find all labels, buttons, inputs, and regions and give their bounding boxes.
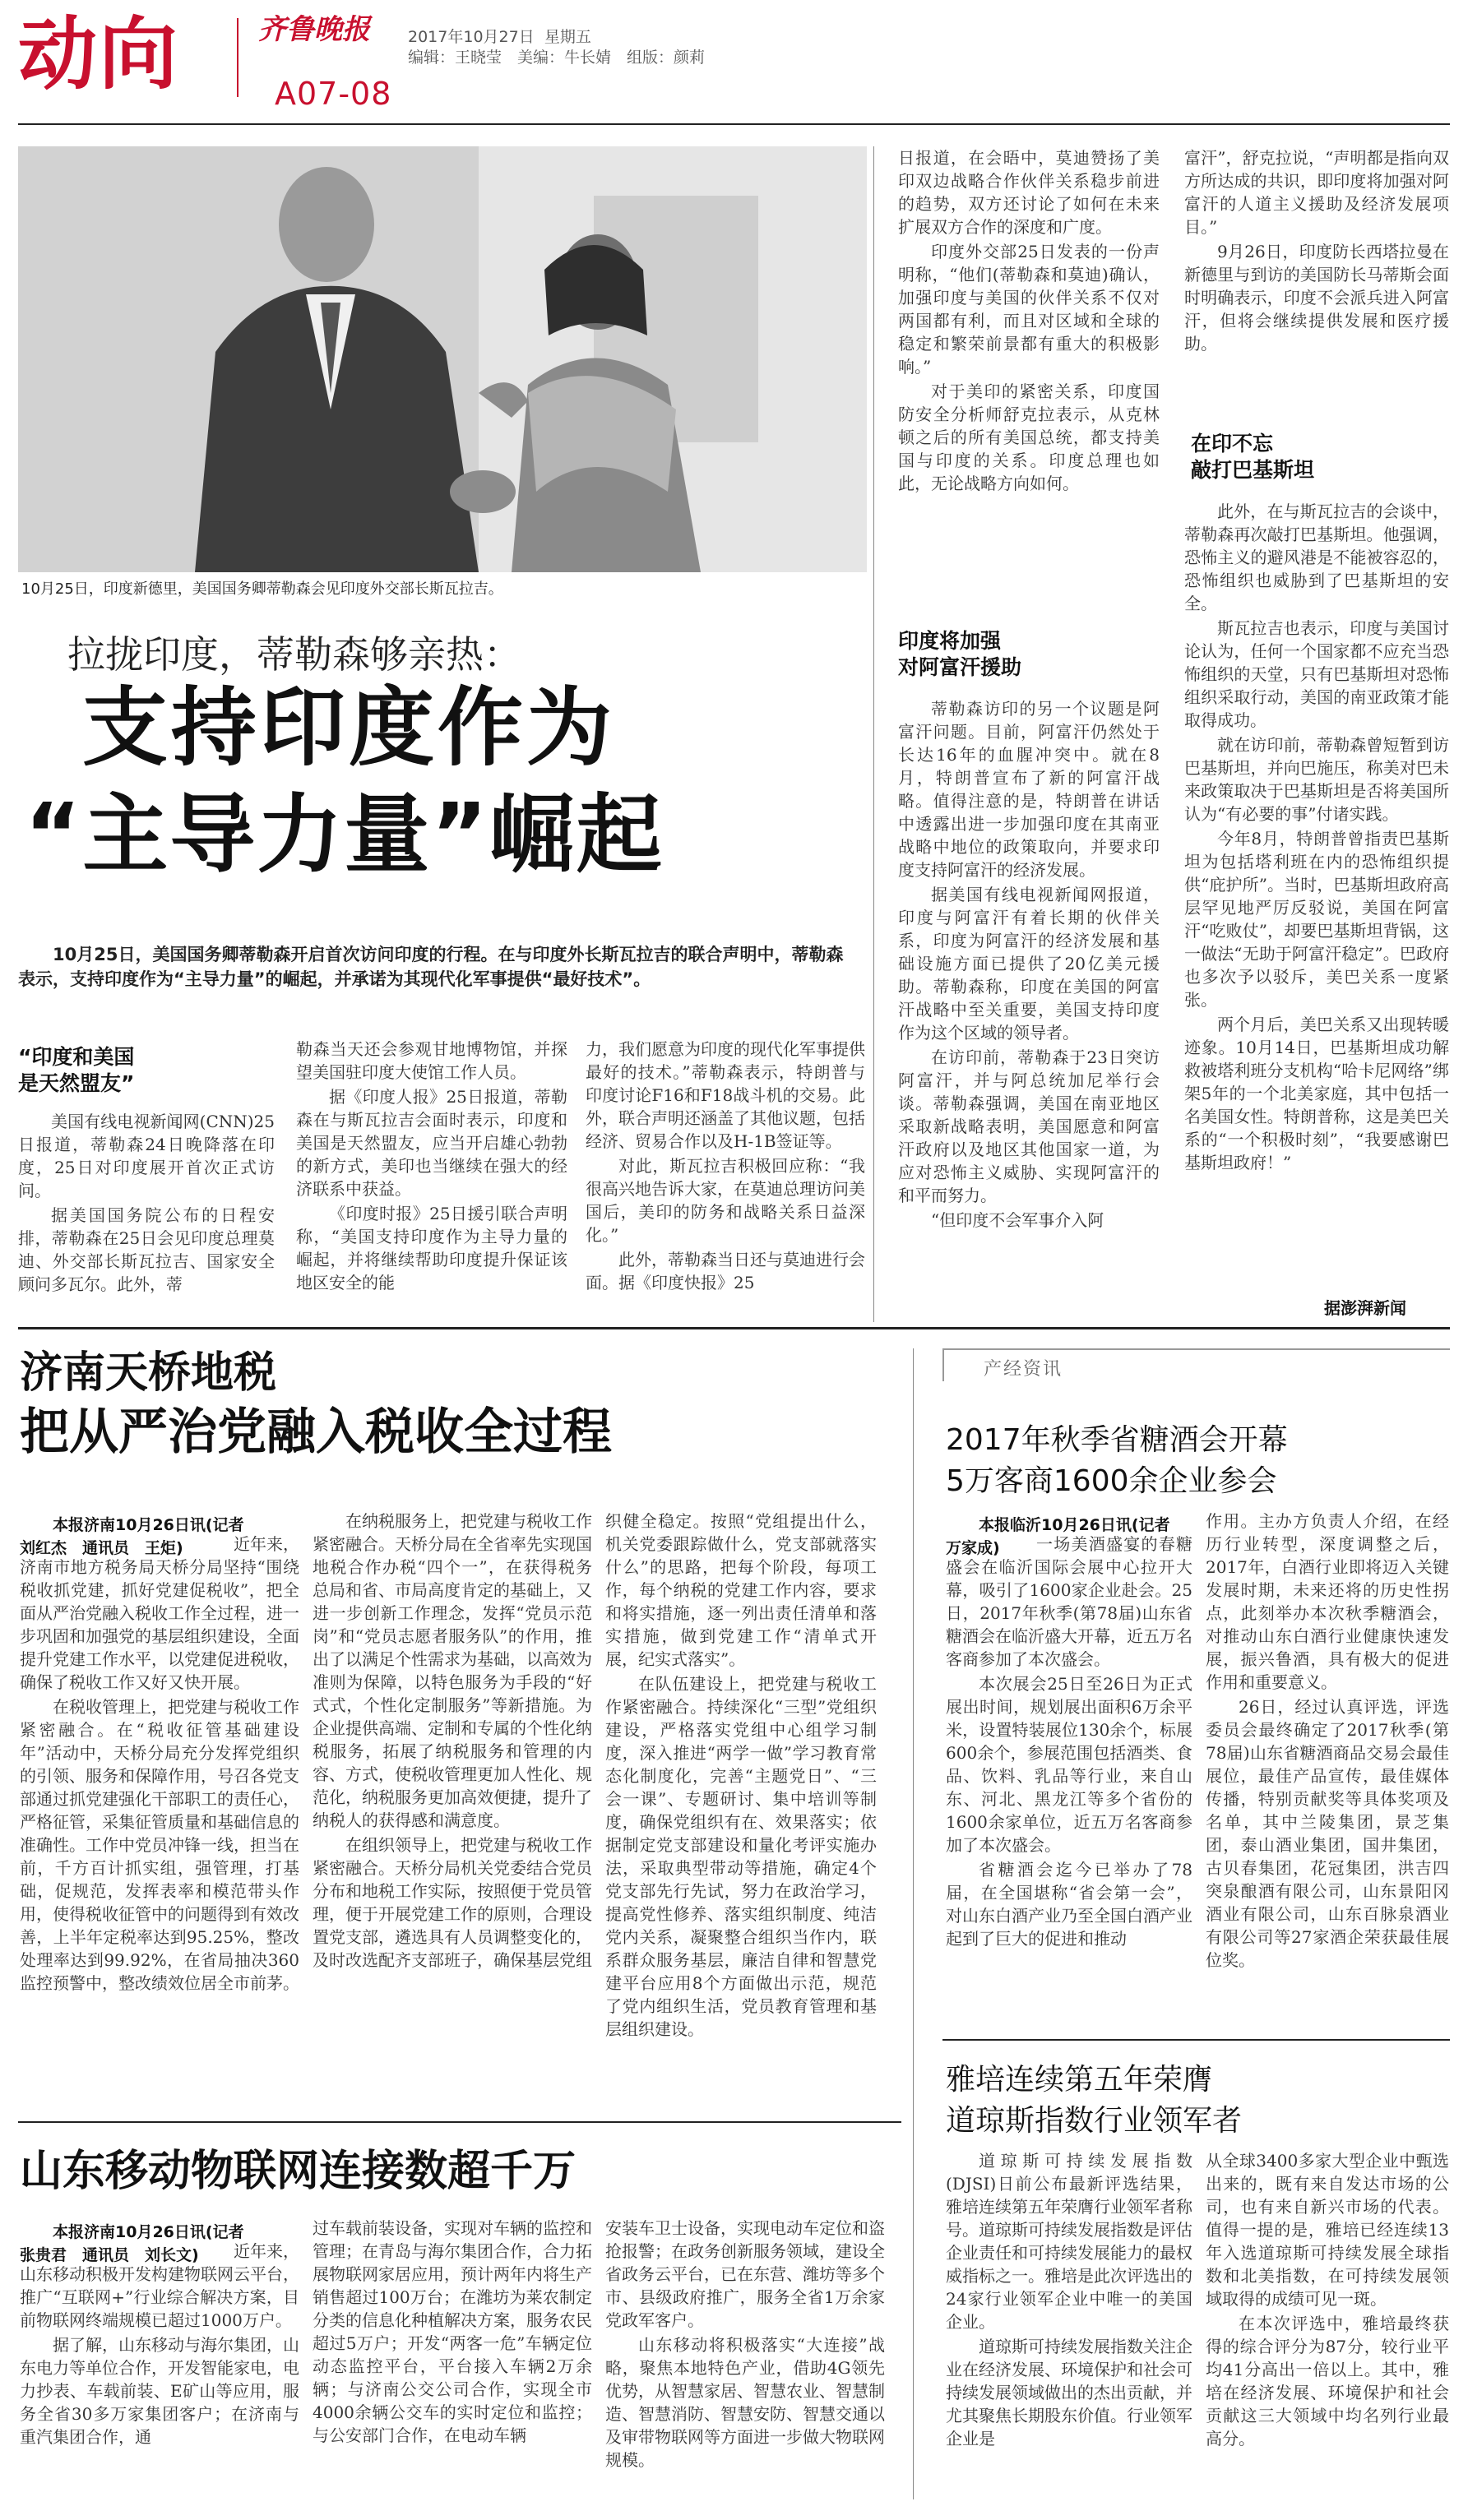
story4-byline: 万家成) bbox=[946, 1539, 1000, 1557]
photo-caption: 10月25日，印度新德里，美国国务卿蒂勒森会见印度外交部长斯瓦拉吉。 bbox=[21, 580, 503, 598]
masthead-rule bbox=[18, 123, 1450, 125]
paragraph: 过车载前装设备，实现对车辆的监控和管理；在青岛与海尔集团合作，合力拓展物联网家居应用，预计两年内将生产销售超过100万台；在潍坊为莱农制定分类的信息化种植解决方案，服务农民超过5万户；开发“两客一危”车辆定位动态监控平台，平台接入车辆2万余辆；与济南公交公司合作，实现全市4000余辆公交车的实时定位和监控；与公安部门合作，在电动车辆 bbox=[313, 2218, 592, 2445]
story2-column-1 bbox=[20, 1533, 299, 2108]
story4-headline-line2: 5万客商1600余企业参会 bbox=[946, 1464, 1277, 1498]
story1-bottom-rule bbox=[18, 1327, 1450, 1329]
paragraph: 道琼斯可持续发展指数(DJSI)日前公布最新评选结果，雅培连续第五年荣膺行业领军者称号。道琼斯可持续发展指数是评估企业责任和可持续发展能力的最权威指标之一。雅培是此次评选出的24家行业领军企业中唯一的美国企业。 bbox=[946, 2151, 1192, 2332]
main-headline-line2: “主导力量”崛起 bbox=[25, 784, 664, 885]
paragraph: 在访印前，蒂勒森于23日突访阿富汗，并与阿总统加尼举行会谈。蒂勒森强调，美国在南亚地区采取新战略表明，美国愿意和阿富汗政府以及地区其他国家一道，为应对恐怖主义威胁、实现阿富汗的和平而努力。 bbox=[898, 1047, 1160, 1205]
paragraph: 在本次评选中，雅培最终获得的综合评分为87分，较行业平均41分高出一倍以上。其中，雅培在经济发展、环境保护和社会贡献这三大领域中均名列行业最高分。 bbox=[1206, 2314, 1449, 2448]
paragraph: 据了解，山东移动与海尔集团，山东电力等单位合作，开发智能家电，电力抄表、车载前装、E矿山等应用，服务全省30多万家集团客户；在济南与重汽集团合作，通 bbox=[20, 2335, 299, 2447]
subhead-pakistan: 在印不忘 敲打巴基斯坦 bbox=[1191, 432, 1315, 482]
paragraph: 山东移动将积极落实“大连接”战略，聚焦本地特色产业，借助4G领先优势，从智慧家居、智慧农业、智慧制造、智慧消防、智慧安防、智慧交通以及审带物联网等方面进一步做大物联网规模。 bbox=[605, 2335, 885, 2470]
paragraph: 本次展会25日至26日为正式展出时间，规划展出面积6万余平米，设置特装展位130余个，标展600余个，参展范围包括酒类、食品、饮料、乳品等行业，来自山东、河北、黑龙江等多个省份的1600余家单位，近五万名客商参加了本次盛会。 bbox=[946, 1674, 1192, 1855]
story2-headline-line2: 把从严治党融入税收全过程 bbox=[20, 1403, 612, 1461]
section-title: 动向 bbox=[18, 8, 179, 100]
paragraph: “但印度不会军事介入阿 bbox=[931, 1210, 1104, 1230]
story2-headline-line1: 济南天桥地税 bbox=[20, 1348, 277, 1398]
story2-column-3 bbox=[605, 1510, 877, 2110]
story1-column-6a bbox=[1184, 146, 1449, 418]
paragraph: 对于美印的紧密关系，印度国防安全分析师舒克拉表示，从克林顿之后的所有美国总统，都支持美国与印度的关系。印度总理也如此，无论战略方向如何。 bbox=[898, 381, 1160, 493]
paragraph: 日报道，在会晤中，莫迪赞扬了美印双边战略合作伙伴关系稳步前进的趋势，双方还讨论了如何在未来扩展双方合作的深度和广度。 bbox=[898, 148, 1160, 237]
paragraph: 在队伍建设上，把党建与税收工作紧密融合。持续深化“三型”党组织建设，严格落实党组中心组学习制度，深入推进“两学一做”学习教育常态化制度化，完善“主题党日”、“三会一课”、专题研讨、集中培训等制度，确保党组织有在、效果落实；依据制定党支部建设和量化考评实施办法，采取典型带动等措施，确定4个党支部先行先试，努力在政治学习，提高党性修养、落实组织制度、纯洁党内关系，凝聚整合组织当作内，联系群众服务基层，廉洁自律和智慧党建平台应用8个方面做出示范，规范了党内组织生活，党员教育管理和基层组织建设。 bbox=[605, 1674, 877, 2039]
page-number: A07-08 bbox=[275, 76, 392, 112]
paragraph: 对此，斯瓦拉吉积极回应称：“我很高兴地告诉大家，在莫迪总理访问美国后，美印的防务和战略关系日益深化。” bbox=[586, 1156, 865, 1245]
story5-column-1 bbox=[946, 2149, 1192, 2511]
paragraph: 此外，蒂勒森当日还与莫迪进行会面。据《印度快报》25 bbox=[586, 1250, 865, 1292]
story3-headline: 山东移动物联网连接数超千万 bbox=[20, 2147, 577, 2196]
paragraph: 26日，经过认真评选，评选委员会最终确定了2017秋季(第78届)山东省糖酒商品交易会最佳展位，最佳产品宣传，最佳媒体传播，特别贡献奖等具体奖项及名单，其中兰陵集团，景芝集团，泰山酒业集团，国井集团，古贝春集团，花冠集团，洪吉四突泉酿酒有限公司，山东景阳冈酒业有限公司，山东百脉泉酒业有限公司等27家酒企荣获最佳展位奖。 bbox=[1206, 1697, 1449, 1970]
paragraph: 从全球3400多家大型企业中甄选出来的，既有来自发达市场的公司，也有来自新兴市场的代表。值得一提的是，雅培已经连续13年入选道琼斯可持续发展全球指数和北美指数，在可持续发展领域取得的成绩可见一斑。 bbox=[1206, 2151, 1449, 2309]
story1-column-1 bbox=[18, 1110, 275, 1311]
story4-dateline: 本报临沂10月26日讯(记者 bbox=[979, 1516, 1170, 1534]
masthead-divider bbox=[237, 18, 238, 97]
paragraph: 富汗”，舒克拉说，“声明都是指向双方所达成的共识，即印度将加强对阿富汗的人道主义援助及经济发展项目。” bbox=[1184, 148, 1449, 237]
photo-illustration bbox=[18, 146, 867, 572]
story1-column-2 bbox=[296, 1038, 567, 1311]
editor-credits: 编辑：王晓莹 美编：牛长婧 组版：颜莉 bbox=[408, 49, 706, 67]
story3-byline: 张贵君 通讯员 刘长文) bbox=[20, 2246, 199, 2264]
tag-box bbox=[942, 1348, 1450, 1381]
story4-column-2 bbox=[1206, 1510, 1449, 1993]
story4-column-1 bbox=[946, 1533, 1192, 1993]
paragraph: 织健全稳定。按照“党组提出什么，机关党委跟踪做什么，党支部就落实什么”的思路，把每个阶段，每项工作，每个纳税的党建工作内容，要求和将实措施，逐一列出责任清单和落实措施，做到党建工作“清单式开展，纪实式落实”。 bbox=[605, 1511, 877, 1669]
story5-headline-line2: 道琼斯指数行业领军者 bbox=[946, 2104, 1243, 2138]
paragraph: 就在访印前，蒂勒森曾短暂到访巴基斯坦，并向巴施压，称美对巴未来政策取决于巴基斯坦是否将美国所认为“有必要的事”付诸实践。 bbox=[1184, 735, 1449, 824]
paragraph: 作用。主办方负责人介绍，在经历行业转型，深度调整之后，2017年，白酒行业即将迈入关键发展时期，未来还将的历史性拐点，此刻举办本次秋季糖酒会，对推动山东白酒行业健康快速发展，振兴鲁酒，具有极大的促进作用和重要意义。 bbox=[1206, 1511, 1449, 1692]
story3-column-1 bbox=[20, 2240, 299, 2511]
paragraph: 蒂勒森访印的另一个议题是阿富汗问题。目前，阿富汗仍然处于长达16年的血腥冲突中。就在8月，特朗普宣布了新的阿富汗战略。值得注意的是，特朗普在讲话中透露出进一步加强印度在其南亚战略中地位的政策取向，并要求印度支持阿富汗的经济发展。 bbox=[898, 699, 1160, 880]
news-photo bbox=[18, 146, 867, 572]
source-credit: 据澎湃新闻 bbox=[1324, 1298, 1406, 1318]
story1-column-5 bbox=[898, 697, 1160, 1322]
story4-headline-line1: 2017年秋季省糖酒会开幕 bbox=[946, 1423, 1288, 1457]
tag-label: 产经资讯 bbox=[984, 1359, 1063, 1380]
paragraph: 安装车卫士设备，实现电动车定位和盗抢报警；在政务创新服务领域，建设全省政务云平台，已在东营、潍坊等多个市、县级政府推广，服务全省1万余家党政军客户。 bbox=[605, 2218, 885, 2330]
paper-logo: 齐鲁晚报 bbox=[258, 13, 370, 46]
story3-dateline: 本报济南10月26日讯(记者 bbox=[53, 2223, 244, 2241]
paragraph: 斯瓦拉吉也表示，印度与美国讨论认为，任何一个国家都不应充当恐怖组织的天堂，只有巴基斯坦对恐怖组织采取行动，美国的南亚政策才能取得成功。 bbox=[1184, 618, 1449, 730]
story3-column-2 bbox=[313, 2217, 592, 2513]
paragraph: 近年来，济南市地方税务局天桥分局坚持“围绕税收抓党建，抓好党建促税收”，把全面从严治党融入税收工作全过程，进一步巩固和加强党的基层组织建设，全面提升党建工作水平，以党建促进税收，确保了税收工作又好又快开展。 bbox=[20, 1534, 299, 1692]
story3-column-3 bbox=[605, 2217, 885, 2513]
story1-column-4 bbox=[898, 146, 1160, 613]
subhead-afghanistan: 印度将加强 对阿富汗援助 bbox=[898, 629, 1022, 679]
paragraph: 印度外交部25日发表的一份声明称，“他们(蒂勒森和莫迪)确认，加强印度与美国的伙伴关系不仅对两国都有利，而且对区域和全球的稳定和繁荣前景都有重大的积极影响。” bbox=[898, 242, 1160, 377]
story2-column-2 bbox=[313, 1510, 592, 2110]
paragraph: 此外，在与斯瓦拉吉的会谈中，蒂勒森再次敲打巴基斯坦。他强调，恐怖主义的避风港是不能被容忍的，恐怖组织也威胁到了巴基斯坦的安全。 bbox=[1184, 502, 1449, 613]
paragraph: 道琼斯可持续发展指数关注企业在经济发展、环境保护和社会可持续发展领域做出的杰出贡献，并尤其聚焦长期股东价值。行业领军企业是 bbox=[946, 2337, 1192, 2448]
paragraph: 在税收管理上，把党建与税收工作紧密融合。在“税收征管基础建设年”活动中，天桥分局充分发挥党组织的引领、服务和保障作用，号召各党支部通过抓党建强化干部职工的责任心，严格征管，采集征管质量和基础信息的准确性。工作中党员冲锋一线，担当在前，千方百计抓实组，强管理，打基础，促规范，发挥表率和模范带头作用，使得税收征管中的问题得到有效改善，上半年定税率达到95.25%，整改处理率达到99.92%，在省局抽决360监控预警中，整改绩效位居全市前茅。 bbox=[20, 1697, 299, 1993]
lead-paragraph: 10月25日，美国国务卿蒂勒森开启首次访问印度的行程。在与印度外长斯瓦拉吉的联合声明中，蒂勒森表示，支持印度作为“主导力量”的崛起，并承诺为其现代化军事提供“最好技术”。 bbox=[18, 945, 844, 989]
paragraph: 在组织领导上，把党建与税收工作紧密融合。天桥分局机关党委结合党员分布和地税工作实际，按照便于党员管理，便于开展党建工作的原则，合理设置党支部，遴选具有人员调整变化的，及时改选配齐支部班子，确保基层党组 bbox=[313, 1835, 592, 1970]
story2-bottom-rule bbox=[18, 2121, 901, 2123]
center-divider bbox=[913, 1348, 914, 2499]
paragraph: 一场美酒盛宴的春糖盛会在临沂国际会展中心拉开大幕，吸引了1600家企业赴会。25日，2017年秋季(第78届)山东省糖酒会在临沂盛大开幕，近五万名客商参加了本次盛会。 bbox=[946, 1534, 1192, 1669]
paragraph: 力，我们愿意为印度的现代化军事提供最好的技术。”蒂勒森表示，特朗普与印度讨论F16和F18战斗机的交易。此外，联合声明还涵盖了其他议题，包括经济、贸易合作以及H-1B签证等。 bbox=[586, 1039, 865, 1151]
issue-date bbox=[408, 25, 591, 47]
photo-divider bbox=[873, 146, 874, 1322]
story1-column-6b bbox=[1184, 500, 1449, 1292]
paragraph: 《印度时报》25日援引联合声明称，“美国支持印度作为主导力量的崛起，并将继续帮助印度提升保证该地区安全的能 bbox=[296, 1204, 567, 1292]
paragraph: 据美国国务院公布的日程安排，蒂勒森在25日会见印度总理莫迪、外交部长斯瓦拉吉、国家安全顾问多瓦尔。此外，蒂 bbox=[18, 1205, 275, 1294]
paragraph: 9月26日，印度防长西塔拉曼在新德里与到访的美国防长马蒂斯会面时明确表示，印度不会派兵进入阿富汗，但将会继续提供发展和医疗援助。 bbox=[1184, 242, 1449, 354]
story2-dateline: 本报济南10月26日讯(记者 bbox=[53, 1516, 244, 1534]
date-text: 2017年10月27日 bbox=[408, 28, 535, 46]
weekday-text: 星期五 bbox=[544, 28, 591, 46]
paragraph: 今年8月，特朗普曾指责巴基斯坦为包括塔利班在内的恐怖组织提供“庇护所”。当时，巴基斯坦政府高层罕见地严厉反驳说，美国在阿富汗“吃败仗”，却要巴基斯坦背锅，这一做法“无助于阿富汗稳定”。巴政府也多次予以驳斥，美巴关系一度紧张。 bbox=[1184, 829, 1449, 1010]
paragraph: 据《印度人报》25日报道，蒂勒森在与斯瓦拉吉会面时表示，印度和美国是天然盟友，应当开启雄心勃勃的新方式，美印也当继续在强大的经济联系中获益。 bbox=[296, 1087, 567, 1199]
story4-bottom-rule bbox=[942, 2039, 1450, 2041]
paragraph: 两个月后，美巴关系又出现转暖迹象。10月14日，巴基斯坦成功解救被塔利班分支机构“哈卡尼网络”绑架5年的一个北美家庭，其中包括一名美国女性。特朗普称，这是美巴关系的“一个积极时刻”，“我要感谢巴基斯坦政府！” bbox=[1184, 1015, 1449, 1172]
story1-column-3 bbox=[586, 1038, 865, 1311]
story2-byline: 刘红杰 通讯员 王炬) bbox=[20, 1539, 183, 1557]
subhead-natural-allies: “印度和美国 是天然盟友” bbox=[18, 1045, 135, 1095]
paragraph: 据美国有线电视新闻网报道，印度与阿富汗有着长期的伙伴关系，印度为阿富汗的经济发展和基础设施方面已提供了20亿美元援助。蒂勒森称，印度在美国的阿富汗战略中至关重要，美国支持印度作为这个区域的领导者。 bbox=[898, 885, 1160, 1043]
main-headline-line1: 支持印度作为 bbox=[82, 677, 616, 778]
paragraph: 勒森当天还会参观甘地博物馆，并探望美国驻印度大使馆工作人员。 bbox=[296, 1039, 567, 1082]
paragraph: 近年来，山东移动积极开发构建物联网云平台，推广“互联网+”行业综合解决方案，目前物联网终端规模已超过1000万户。 bbox=[20, 2241, 299, 2330]
paragraph: 省糖酒会迄今已举办了78届，在全国堪称“省会第一会”，对山东白酒产业乃至全国白酒产业起到了巨大的促进和推动 bbox=[946, 1860, 1192, 1949]
paragraph: 美国有线电视新闻网(CNN)25日报道，蒂勒森24日晚降落在印度，25日对印度展开首次正式访问。 bbox=[18, 1112, 275, 1200]
story5-headline-line1: 雅培连续第五年荣膺 bbox=[946, 2063, 1213, 2097]
kicker-headline: 拉拢印度，蒂勒森够亲热： bbox=[67, 632, 521, 677]
story5-column-2 bbox=[1206, 2149, 1449, 2511]
paragraph: 在纳税服务上，把党建与税收工作紧密融合。天桥分局在全省率先实现国地税合作办税“四个一”，在获得税务总局和省、市局高度肯定的基础上，又进一步创新工作理念，发挥“党员示范岗”和“党员志愿者服务队”的作用，推出了以满足个性需求为基础，以高效为准则为保障，以特色服务为手段的“好式式，个性化定制服务”等新措施。为企业提供高端、定制和专属的个性化纳税服务，拓展了纳税服务和管理的内容、方式，使税收管理更加人性化、规范化，纳税服务更加高效便捷，提升了纳税人的获得感和满意度。 bbox=[313, 1511, 592, 1830]
